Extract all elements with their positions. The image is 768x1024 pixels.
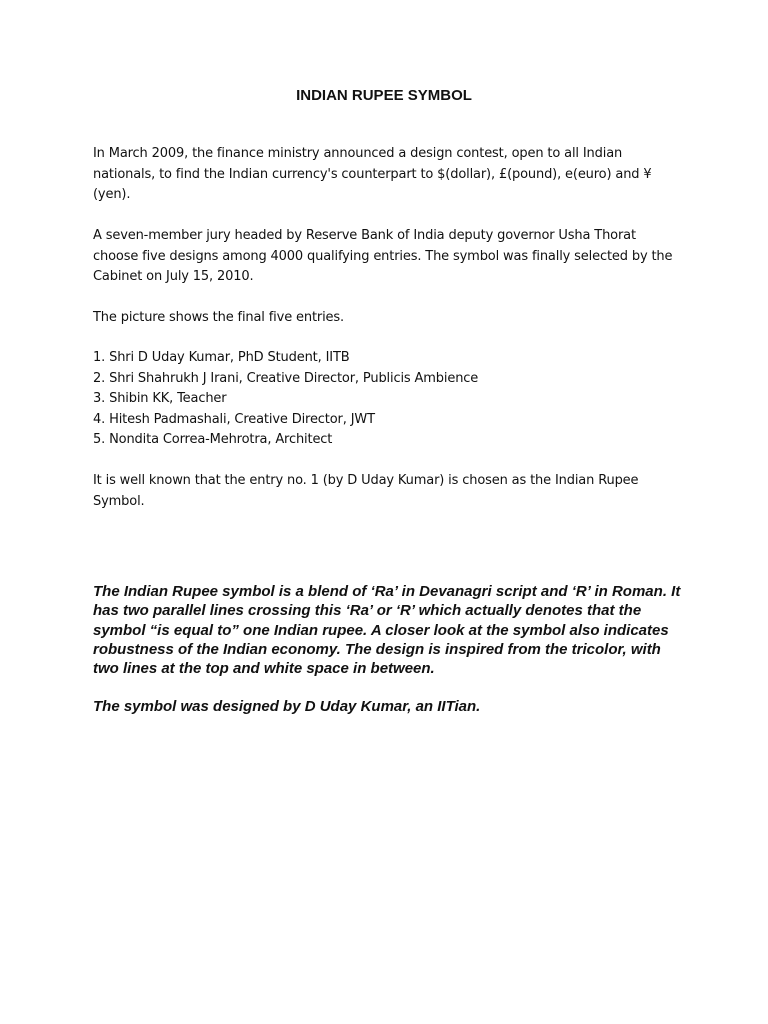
list-item: 2. Shri Shahrukh J Irani, Creative Director, Publicis Ambience bbox=[93, 370, 479, 386]
list-item: 5. Nondita Correa-Mehrotra, Architect bbox=[93, 432, 333, 447]
paragraph-final-entries-intro: The picture shows the final five entries. bbox=[93, 310, 345, 325]
list-item: 1. Shri D Uday Kumar, PhD Student, IITB bbox=[93, 350, 350, 365]
list-item: 4. Hitesh Padmashali, Creative Director, JWT bbox=[93, 411, 375, 427]
list-item: 3. Shibin KK, Teacher bbox=[93, 391, 227, 406]
entries-list bbox=[93, 348, 683, 451]
paragraph-designer-note: The symbol was designed by D Uday Kumar, an IITian. bbox=[93, 698, 481, 715]
paragraph-chosen-entry: It is well known that the entry no. 1 (by D Uday Kumar) is chosen as the Indian Rupee Symbol. bbox=[93, 473, 639, 509]
document-title: INDIAN RUPEE SYMBOL bbox=[296, 87, 472, 104]
paragraph-jury-selection: A seven-member jury headed by Reserve Bank of India deputy governor Usha Thorat choose five designs among 4000 qualifying entries. The symbol was finally selected by the Cabinet on July 15, 2010. bbox=[93, 228, 673, 284]
paragraph-symbol-description: The Indian Rupee symbol is a blend of ‘Ra’ in Devanagri script and ‘R’ in Roman. It has two parallel lines crossing this ‘Ra’ or ‘R’ which actually denotes that the symbol “is equal to” one Indian rupee. A closer look at the symbol also indicates robustness of the Indian economy. The design is inspired from the tricolor, with two lines at the top and white space in between. bbox=[93, 583, 681, 678]
paragraph-design-contest: In March 2009, the finance ministry announced a design contest, open to all Indian nationals, to find the Indian currency's counterpart to $(dollar), £(pound), e(euro) and ¥ (yen). bbox=[93, 146, 652, 202]
